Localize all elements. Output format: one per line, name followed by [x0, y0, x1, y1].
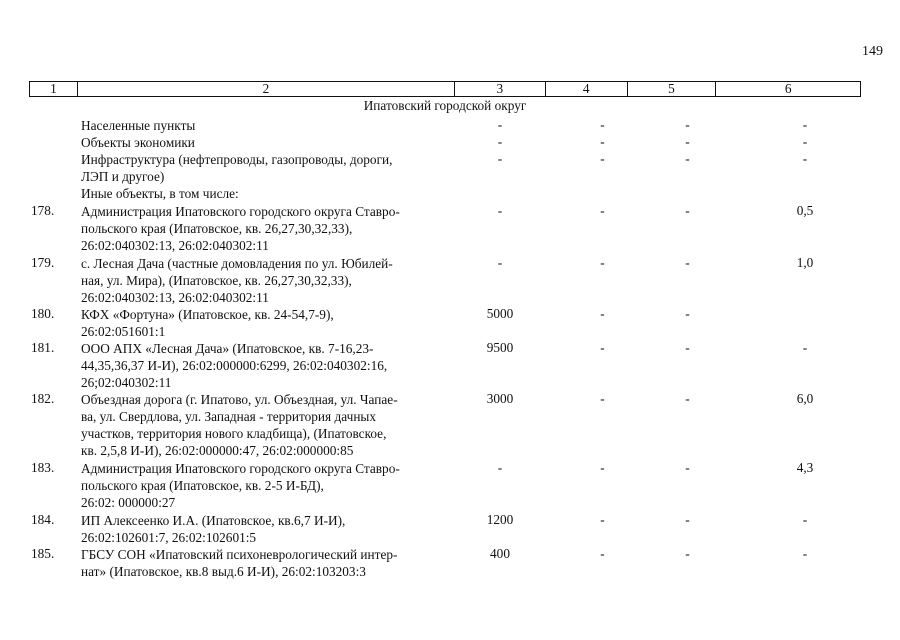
col5-value: - — [685, 512, 690, 527]
row-description — [81, 460, 449, 511]
col5-value: - — [685, 117, 690, 132]
row-description — [81, 340, 449, 391]
col3-value: 9500 — [486, 340, 514, 355]
row-description — [81, 306, 449, 340]
description-line: с. Лесная Дача (частные домовладения по ул. Юбилей- — [81, 256, 393, 271]
col4-value: - — [600, 203, 605, 218]
row-number: 180. — [31, 306, 55, 321]
row-number: 178. — [31, 203, 55, 218]
description-line: ЛЭП и другое) — [81, 169, 165, 184]
col4-value: - — [600, 151, 605, 166]
table-header — [29, 81, 861, 97]
description-line: ва, ул. Свердлова, ул. Западная - территория дачных — [81, 409, 377, 424]
page-number: 149 — [862, 44, 883, 59]
row-description — [81, 512, 449, 546]
col5-value: - — [685, 203, 690, 218]
description-line: 26:02:040302:13, 26:02:040302:11 — [81, 238, 269, 253]
description-line: ИП Алексеенко И.А. (Ипатовское, кв.6,7 И-И), — [81, 513, 346, 528]
description-line: Администрация Ипатовского городского округа Ставро- — [81, 461, 400, 476]
col5-value: - — [685, 151, 690, 166]
description-line: Иные объекты, в том числе: — [81, 186, 239, 201]
col3-value: 3000 — [486, 391, 514, 406]
col4-value: - — [600, 134, 605, 149]
row-description — [81, 117, 449, 134]
description-line: Населенные пункты — [81, 118, 196, 133]
row-number: 183. — [31, 460, 55, 475]
row-number: 182. — [31, 391, 55, 406]
col6-value: 6,0 — [796, 391, 814, 406]
col6-value: - — [802, 151, 808, 166]
col5-value: - — [685, 340, 690, 355]
col4-value: - — [600, 512, 605, 527]
description-line: 26:02:102601:7, 26:02:102601:5 — [81, 530, 257, 545]
description-line: 44,35,36,37 И-И), 26:02:000000:6299, 26:02:040302:16, — [81, 358, 388, 373]
col3-value: 400 — [490, 546, 510, 561]
row-description — [81, 151, 449, 185]
description-line: польского края (Ипатовское, кв. 26,27,30,32,33), — [81, 221, 353, 236]
description-line: Инфраструктура (нефтепроводы, газопроводы, дороги, — [81, 152, 393, 167]
row-description — [81, 546, 449, 580]
row-number: 184. — [31, 512, 55, 527]
row-description — [81, 203, 449, 254]
row-number: 181. — [31, 340, 55, 355]
header-col-5: 5 — [628, 82, 717, 96]
description-line: Объекты экономики — [81, 135, 195, 150]
col6-value: 4,3 — [796, 460, 814, 475]
row-description — [81, 134, 449, 151]
header-col-3: 3 — [455, 82, 546, 96]
col3-value: - — [497, 460, 503, 475]
row-description — [81, 185, 449, 202]
header-col-1: 1 — [30, 82, 78, 96]
col4-value: - — [600, 546, 605, 561]
description-line: польского края (Ипатовское, кв. 2-5 И-БД), — [81, 478, 324, 493]
col3-value: 1200 — [486, 512, 514, 527]
description-line: Объездная дорога (г. Ипатово, ул. Объездная, ул. Чапае- — [81, 392, 398, 407]
col5-value: - — [685, 460, 690, 475]
col6-value: - — [802, 340, 808, 355]
col3-value: 5000 — [486, 306, 514, 321]
col3-value: - — [497, 255, 503, 270]
col5-value: - — [685, 255, 690, 270]
col5-value: - — [685, 134, 690, 149]
col5-value: - — [685, 546, 690, 561]
header-col-2: 2 — [78, 82, 455, 96]
col3-value: - — [497, 134, 503, 149]
col3-value: - — [497, 203, 503, 218]
col4-value: - — [600, 117, 605, 132]
description-line: 26:02:040302:13, 26:02:040302:11 — [81, 290, 269, 305]
col4-value: - — [600, 460, 605, 475]
description-line: нат» (Ипатовское, кв.8 выд.6 И-И), 26:02:103203:3 — [81, 564, 366, 579]
col3-value: - — [497, 151, 503, 166]
col3-value: - — [497, 117, 503, 132]
description-line: участков, территория нового кладбища), (Ипатовское, — [81, 426, 387, 441]
description-line: КФХ «Фортуна» (Ипатовское, кв. 24-54,7-9), — [81, 307, 334, 322]
header-col-6: 6 — [784, 81, 792, 96]
row-description — [81, 391, 449, 459]
description-line: 26:02:051601:1 — [81, 324, 166, 339]
description-line: 26:02: 000000:27 — [81, 495, 176, 510]
section-title: Ипатовский городской округ — [363, 98, 527, 113]
col6-value: 1,0 — [796, 255, 814, 270]
description-line: ООО АПХ «Лесная Дача» (Ипатовское, кв. 7-16,23- — [81, 341, 374, 356]
header-col-4: 4 — [546, 82, 628, 96]
col6-value: 0,5 — [796, 203, 814, 218]
col5-value: - — [685, 306, 690, 321]
description-line: Администрация Ипатовского городского округа Ставро- — [81, 204, 400, 219]
row-description — [81, 255, 449, 306]
col6-value: - — [802, 117, 808, 132]
col6-value: - — [802, 134, 808, 149]
col5-value: - — [685, 391, 690, 406]
col6-value: - — [802, 546, 808, 561]
col4-value: - — [600, 306, 605, 321]
row-number: 185. — [31, 546, 55, 561]
description-line: 26;02:040302:11 — [81, 375, 172, 390]
description-line: ная, ул. Мира), (Ипатовское, кв. 26,27,30,32,33), — [81, 273, 352, 288]
col4-value: - — [600, 340, 605, 355]
col6-value: - — [802, 512, 808, 527]
col4-value: - — [600, 255, 605, 270]
description-line: ГБСУ СОН «Ипатовский психоневрологический интер- — [81, 547, 398, 562]
description-line: кв. 2,5,8 И-И), 26:02:000000:47, 26:02:000000:85 — [81, 443, 354, 458]
col4-value: - — [600, 391, 605, 406]
row-number: 179. — [31, 255, 55, 270]
